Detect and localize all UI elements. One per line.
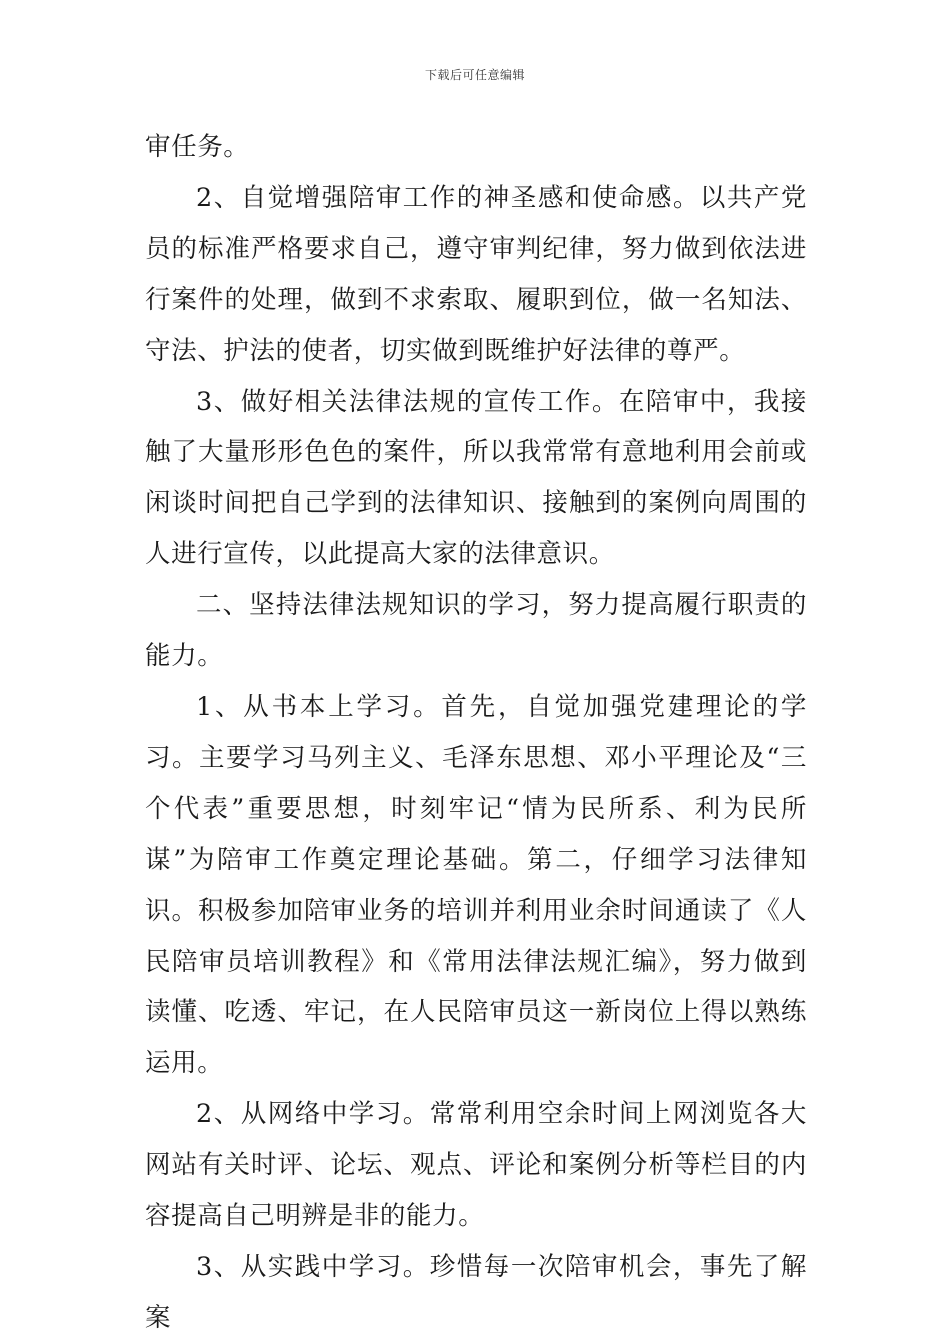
paragraph-6: 2、从网络中学习。常常利用空余时间上网浏览各大网站有关时评、论坛、观点、评论和案例分析等栏目的内容提高自己明辨是非的能力。 [145,1099,807,1232]
paragraph-4: 二、坚持法律法规知识的学习，努力提高履行职责的能力。 [145,590,807,672]
paragraph-1: 审任务。 [145,132,250,162]
paragraph-3: 3、做好相关法律法规的宣传工作。在陪审中，我接触了大量形形色色的案件，所以我常常有意地利用会前或闲谈时间把自己学到的法律知识、接触到的案例向周围的人进行宣传，以此提高大家的法律意识。 [145,386,807,570]
paragraph-2: 2、自觉增强陪审工作的神圣感和使命感。以共产党员的标准严格要求自己，遵守审判纪律，努力做到依法进行案件的处理，做到不求索取、履职到位，做一名知法、守法、护法的使者，切实做到既维护好法律的尊严。 [145,182,807,366]
paragraph-7: 3、从实践中学习。珍惜每一次陪审机会，事先了解案 [145,1251,807,1333]
paragraph-5: 1、从书本上学习。首先，自觉加强党建理论的学习。主要学习马列主义、毛泽东思想、邓小平理论及“三个代表”重要思想，时刻牢记“情为民所系、利为民所谋”为陪审工作奠定理论基础。第二，仔细学习法律知识。积极参加陪审业务的培训并利用业余时间通读了《人民陪审员培训教程》和《常用法律法规汇编》，努力做到读懂、吃透、牢记，在人民陪审员这一新岗位上得以熟练运用。 [145,691,807,1079]
page-header: 下载后可任意编辑 [424,68,525,82]
document-body [145,122,807,1344]
